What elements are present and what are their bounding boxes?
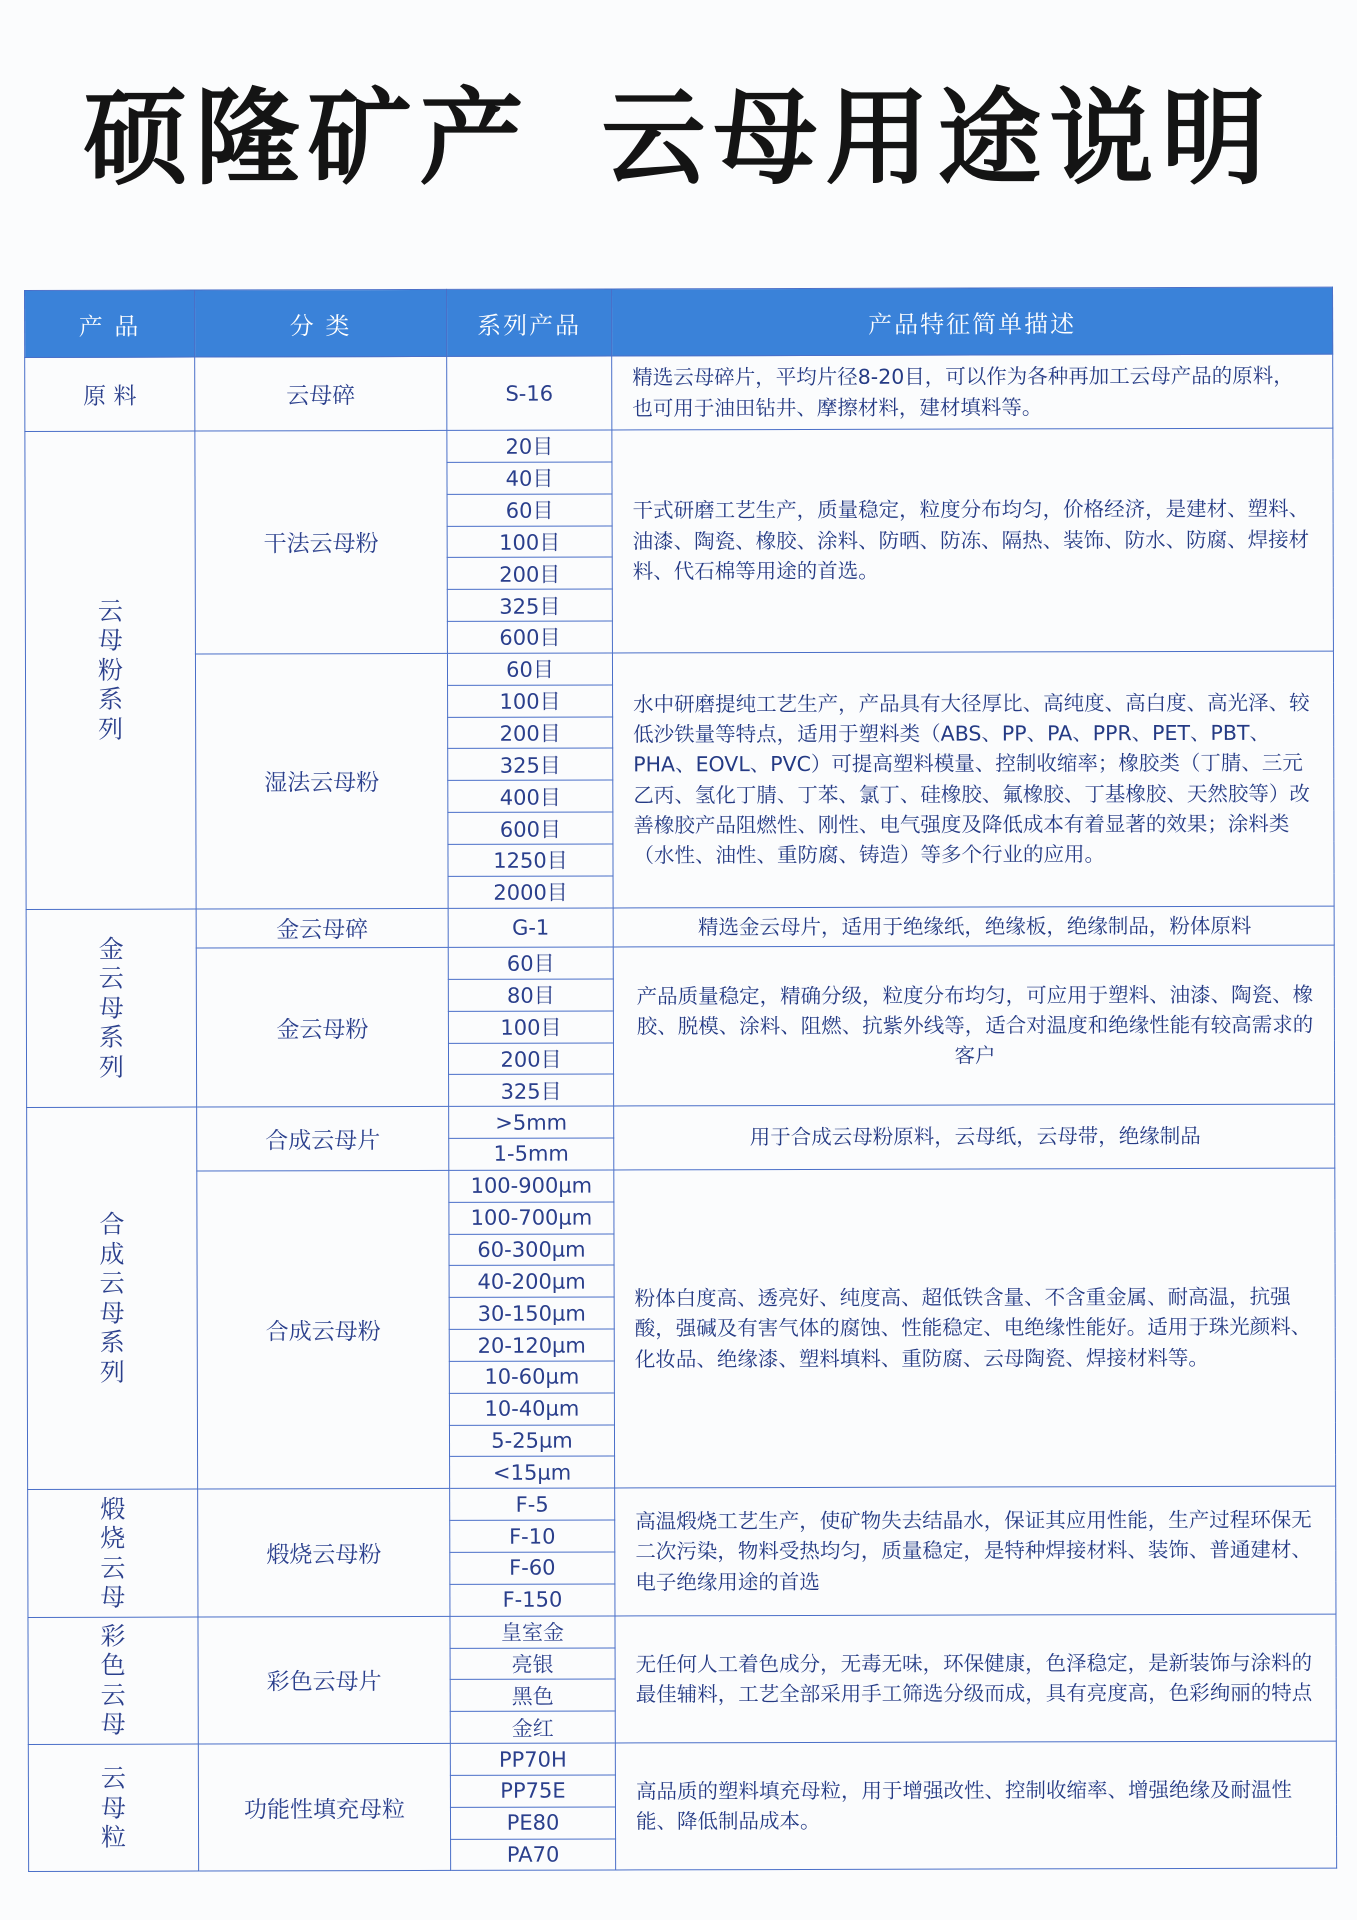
series-cell: 亮银 <box>450 1648 615 1680</box>
description-cell: 水中研磨提纯工艺生产，产品具有大径厚比、高纯度、高白度、高光泽、较低沙铁量等特点，适用于塑料类（ABS、PP、PA、PPR、PET、PBT、PHA、EOVL、PVC）可提高塑料模量、控制收缩率；橡胶类（丁腈、三元乙丙、氢化丁腈、丁苯、氯丁、硅橡胶、氟橡胶、丁基橡胶、天然胶等）改善橡胶产品阻燃性、刚性、电气强度及降低成本有着显著的效果；涂料类（水性、油性、重防腐、铸造）等多个行业的应用。 <box>612 651 1334 908</box>
series-cell: 10-40μm <box>449 1393 614 1425</box>
series-cell: PP70H <box>450 1743 615 1775</box>
table-row <box>26 906 1334 949</box>
series-cell: 60-300μm <box>449 1234 614 1266</box>
category-cell: 合成云母粉 <box>197 1170 450 1489</box>
description-cell: 干式研磨工艺生产，质量稳定，粒度分布均匀，价格经济，是建材、塑料、油漆、陶瓷、橡胶、涂料、防晒、防冻、隔热、装饰、防水、防腐、焊接材料、代石棉等用途的首选。 <box>612 428 1334 653</box>
series-cell: PA70 <box>451 1839 616 1871</box>
series-cell: 200目 <box>447 557 612 589</box>
description-cell: 用于合成云母粉原料，云母纸，云母带，绝缘制品 <box>614 1104 1335 1170</box>
category-cell: 彩色云母片 <box>198 1616 450 1744</box>
description-cell: 精选金云母片，适用于绝缘纸，绝缘板，绝缘制品，粉体原料 <box>613 906 1334 947</box>
product-cell-granule: 云母粒 <box>28 1744 198 1872</box>
series-cell: G-1 <box>448 908 613 948</box>
page-title <box>0 76 1357 199</box>
series-cell: 40目 <box>447 462 612 494</box>
series-cell: 200目 <box>448 1042 613 1074</box>
series-cell: F-60 <box>450 1552 615 1584</box>
header-series: 系列产品 <box>446 289 611 356</box>
series-cell: 20-120μm <box>449 1329 614 1361</box>
series-cell: 5-25μm <box>449 1425 614 1457</box>
series-cell: PE80 <box>450 1807 615 1839</box>
series-cell: 30-150μm <box>449 1297 614 1329</box>
category-cell: 湿法云母粉 <box>195 653 448 908</box>
category-cell: 合成云母片 <box>197 1107 449 1171</box>
series-cell: S-16 <box>447 356 612 430</box>
table-header-row <box>25 287 1333 357</box>
series-cell: F-5 <box>450 1488 615 1520</box>
category-cell: 干法云母粉 <box>195 430 448 654</box>
series-cell: 600目 <box>447 621 612 653</box>
series-cell: 325目 <box>449 1074 614 1106</box>
series-cell: 100目 <box>448 1011 613 1043</box>
description-cell: 粉体白度高、透亮好、纯度高、超低铁含量、不含重金属、耐高温，抗强酸，强碱及有害气体的腐蚀、性能稳定、电绝缘性能好。适用于珠光颜料、化妆品、绝缘漆、塑料填料、重防腐、云母陶瓷、焊接材料等。 <box>614 1168 1336 1488</box>
category-cell: 金云母碎 <box>196 908 448 948</box>
series-cell: PP75E <box>450 1775 615 1807</box>
series-cell: 金红 <box>450 1711 615 1743</box>
series-cell: 100-700μm <box>449 1202 614 1234</box>
series-cell: 325目 <box>447 589 612 621</box>
series-cell: 600目 <box>448 812 613 844</box>
series-cell: 100-900μm <box>449 1170 614 1202</box>
description-cell: 高温煅烧工艺生产，使矿物失去结晶水，保证其应用性能，生产过程环保无二次污染，物料受热均匀，质量稳定，是特种焊接材料、装饰、普通建材、电子绝缘用途的首选 <box>615 1486 1336 1615</box>
series-cell: 60目 <box>448 947 613 979</box>
table-row <box>25 651 1333 686</box>
description-cell: 无任何人工着色成分，无毒无味，环保健康，色泽稳定，是新装饰与涂料的最佳辅料，工艺全部采用手工筛选分级而成，具有亮度高，色彩绚丽的特点 <box>615 1614 1336 1743</box>
series-cell: 20目 <box>447 430 612 462</box>
series-cell: >5mm <box>449 1106 614 1138</box>
product-table <box>24 287 1337 1873</box>
description-cell: 精选云母碎片，平均片径8-20目，可以作为各种再加工云母产品的原料，也可用于油田钻井、摩擦材料，建材填料等。 <box>612 354 1333 430</box>
table-row <box>28 1614 1336 1649</box>
table-row <box>28 1486 1336 1521</box>
series-cell: 60目 <box>447 653 612 685</box>
series-cell: 60目 <box>447 494 612 526</box>
series-cell: <15μm <box>450 1456 615 1488</box>
table-row <box>26 945 1334 980</box>
series-cell: 40-200μm <box>449 1265 614 1297</box>
series-cell: F-10 <box>450 1520 615 1552</box>
series-cell: 皇室金 <box>450 1616 615 1648</box>
table-row <box>28 1741 1336 1776</box>
table-row <box>25 354 1333 431</box>
category-cell: 云母碎 <box>195 356 447 431</box>
product-cell-powder: 云母粉系列 <box>25 431 196 909</box>
series-cell: 400目 <box>448 780 613 812</box>
table-row <box>27 1168 1335 1203</box>
title-company: 硕隆矿产 <box>83 76 532 199</box>
series-cell: F-150 <box>450 1584 615 1616</box>
product-cell-synthetic: 合成云母系列 <box>27 1107 198 1490</box>
series-cell: 1-5mm <box>449 1138 614 1170</box>
product-cell-color: 彩色云母 <box>28 1617 198 1745</box>
product-cell-raw: 原 料 <box>25 357 195 431</box>
header-category: 分 类 <box>195 289 447 357</box>
series-cell: 200目 <box>448 717 613 749</box>
series-cell: 100目 <box>448 685 613 717</box>
series-cell: 80目 <box>448 979 613 1011</box>
category-cell: 煅烧云母粉 <box>198 1489 450 1617</box>
header-product: 产 品 <box>25 290 195 357</box>
series-cell: 1250目 <box>448 844 613 876</box>
series-cell: 325目 <box>448 748 613 780</box>
description-cell: 高品质的塑料填充母粒，用于增强改性、控制收缩率、增强绝缘及耐温性能、降低制品成本。 <box>615 1741 1336 1870</box>
table-row <box>25 428 1333 463</box>
series-cell: 10-60μm <box>449 1361 614 1393</box>
series-cell: 黑色 <box>450 1679 615 1711</box>
series-cell: 2000目 <box>448 876 613 908</box>
title-subject: 云母用途说明 <box>601 76 1274 199</box>
series-cell: 100目 <box>447 525 612 557</box>
product-cell-calcined: 煅烧云母 <box>28 1489 198 1617</box>
description-cell: 产品质量稳定，精确分级，粒度分布均匀，可应用于塑料、油漆、陶瓷、橡胶、脱模、涂料、阻燃、抗紫外线等，适合对温度和绝缘性能有较高需求的客户 <box>613 945 1334 1106</box>
category-cell: 金云母粉 <box>196 947 448 1107</box>
category-cell: 功能性填充母粒 <box>198 1743 450 1871</box>
header-description: 产品特征简单描述 <box>611 287 1332 356</box>
product-cell-gold: 金云母系列 <box>26 909 197 1108</box>
table-row <box>27 1104 1335 1139</box>
